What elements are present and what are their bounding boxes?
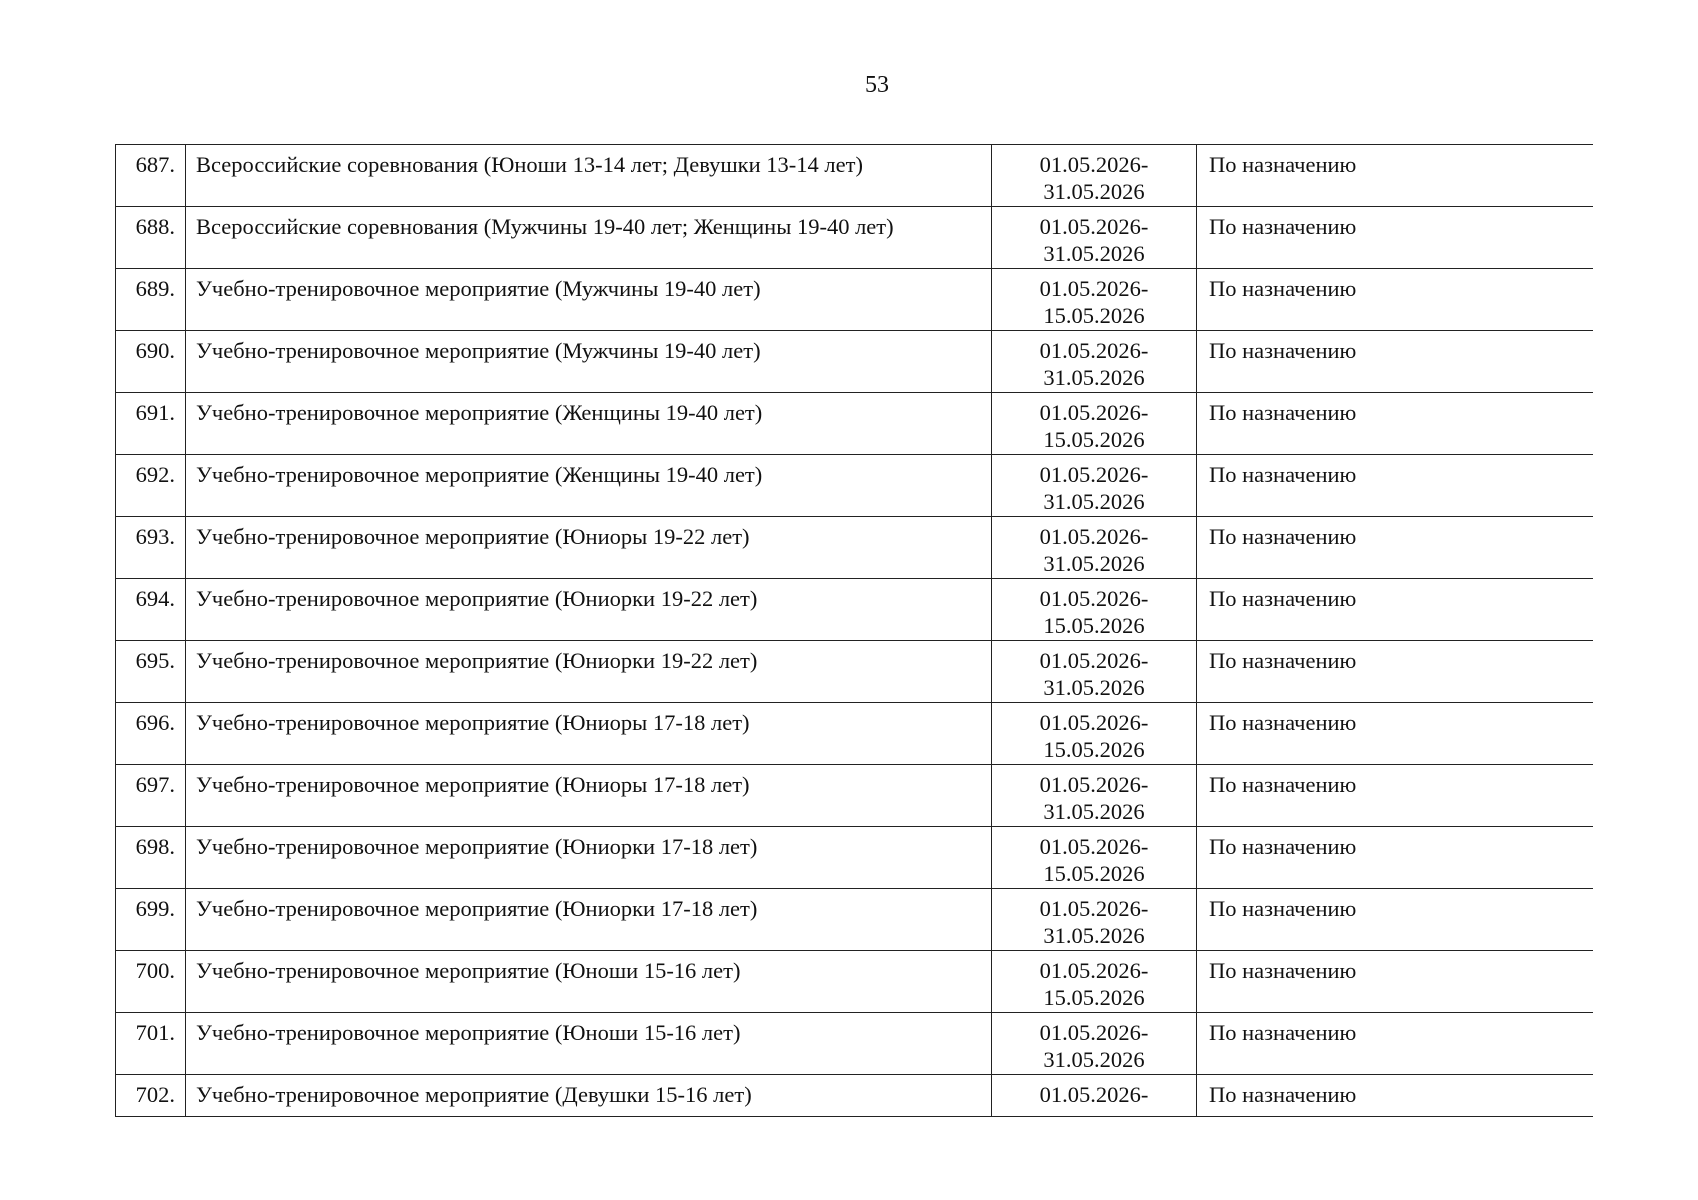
- event-name: Учебно-тренировочное мероприятие (Мужчины 19-40 лет): [186, 331, 992, 393]
- date-start: 01.05.2026-: [1039, 896, 1149, 921]
- event-name: Учебно-тренировочное мероприятие (Юниорки 17-18 лет): [186, 827, 992, 889]
- event-dates: [992, 827, 1197, 889]
- date-start: 01.05.2026-: [1039, 958, 1149, 983]
- event-name: Всероссийские соревнования (Мужчины 19-40 лет; Женщины 19-40 лет): [186, 207, 992, 269]
- date-start: 01.05.2026-: [1039, 338, 1149, 363]
- date-end: 31.05.2026: [1043, 799, 1145, 824]
- event-dates: [992, 579, 1197, 641]
- table-row: [116, 641, 1594, 703]
- date-end: 31.05.2026: [1043, 179, 1145, 204]
- table-row: [116, 951, 1594, 1013]
- row-number: 693.: [116, 517, 186, 579]
- table-row: [116, 765, 1594, 827]
- date-start: 01.05.2026-: [1039, 1020, 1149, 1045]
- event-place: По назначению: [1197, 207, 1594, 269]
- date-start: 01.05.2026-: [1039, 276, 1149, 301]
- date-start: 01.05.2026-: [1039, 586, 1149, 611]
- date-end: 31.05.2026: [1043, 241, 1145, 266]
- date-end: 15.05.2026: [1043, 303, 1145, 328]
- event-dates: [992, 1075, 1197, 1118]
- event-place: По назначению: [1197, 889, 1594, 951]
- date-start: 01.05.2026-: [1039, 834, 1149, 859]
- date-end: 31.05.2026: [1043, 923, 1145, 948]
- row-number: 695.: [116, 641, 186, 703]
- event-place: По назначению: [1197, 1075, 1594, 1118]
- event-dates: [992, 951, 1197, 1013]
- event-dates: [992, 641, 1197, 703]
- event-dates: [992, 207, 1197, 269]
- event-place: По назначению: [1197, 393, 1594, 455]
- table-row: [116, 455, 1594, 517]
- row-number: 688.: [116, 207, 186, 269]
- date-end: 15.05.2026: [1043, 427, 1145, 452]
- event-dates: [992, 269, 1197, 331]
- event-place: По назначению: [1197, 827, 1594, 889]
- events-table-container: [115, 144, 1593, 1117]
- date-end: 31.05.2026: [1043, 1047, 1145, 1072]
- event-name: Учебно-тренировочное мероприятие (Женщины 19-40 лет): [186, 455, 992, 517]
- event-name: Учебно-тренировочное мероприятие (Юниорки 17-18 лет): [186, 889, 992, 951]
- row-number: 698.: [116, 827, 186, 889]
- date-start: 01.05.2026-: [1039, 214, 1149, 239]
- event-dates: [992, 703, 1197, 765]
- event-name: Учебно-тренировочное мероприятие (Юниоры 17-18 лет): [186, 765, 992, 827]
- events-table-body: [116, 145, 1594, 1118]
- event-dates: [992, 393, 1197, 455]
- event-name: Учебно-тренировочное мероприятие (Мужчины 19-40 лет): [186, 269, 992, 331]
- date-start: 01.05.2026-: [1039, 1082, 1149, 1107]
- event-dates: [992, 145, 1197, 207]
- table-row: [116, 827, 1594, 889]
- event-name: Учебно-тренировочное мероприятие (Девушки 15-16 лет): [186, 1075, 992, 1118]
- event-name: Учебно-тренировочное мероприятие (Юноши 15-16 лет): [186, 1013, 992, 1075]
- table-row: [116, 145, 1594, 207]
- row-number: 702.: [116, 1075, 186, 1118]
- event-dates: [992, 455, 1197, 517]
- date-end: 15.05.2026: [1043, 613, 1145, 638]
- events-table: [115, 144, 1593, 1117]
- row-number: 697.: [116, 765, 186, 827]
- event-dates: [992, 517, 1197, 579]
- event-dates: [992, 1013, 1197, 1075]
- event-dates: [992, 331, 1197, 393]
- date-end: 15.05.2026: [1043, 985, 1145, 1010]
- table-row: [116, 1075, 1594, 1118]
- row-number: 701.: [116, 1013, 186, 1075]
- date-start: 01.05.2026-: [1039, 648, 1149, 673]
- date-start: 01.05.2026-: [1039, 462, 1149, 487]
- event-place: По назначению: [1197, 765, 1594, 827]
- row-number: 699.: [116, 889, 186, 951]
- event-name: Учебно-тренировочное мероприятие (Юниорки 19-22 лет): [186, 579, 992, 641]
- row-number: 687.: [116, 145, 186, 207]
- event-place: По назначению: [1197, 1013, 1594, 1075]
- event-place: По назначению: [1197, 579, 1594, 641]
- table-row: [116, 517, 1594, 579]
- date-end: 31.05.2026: [1043, 675, 1145, 700]
- table-row: [116, 393, 1594, 455]
- date-end: 15.05.2026: [1043, 737, 1145, 762]
- date-start: 01.05.2026-: [1039, 710, 1149, 735]
- event-name: Учебно-тренировочное мероприятие (Женщины 19-40 лет): [186, 393, 992, 455]
- row-number: 690.: [116, 331, 186, 393]
- row-number: 689.: [116, 269, 186, 331]
- date-start: 01.05.2026-: [1039, 400, 1149, 425]
- date-end: 31.05.2026: [1043, 489, 1145, 514]
- event-place: По назначению: [1197, 517, 1594, 579]
- event-dates: [992, 765, 1197, 827]
- date-end: 31.05.2026: [1043, 551, 1145, 576]
- table-row: [116, 331, 1594, 393]
- event-place: По назначению: [1197, 951, 1594, 1013]
- event-place: По назначению: [1197, 455, 1594, 517]
- event-dates: [992, 889, 1197, 951]
- event-name: Учебно-тренировочное мероприятие (Юниоры 19-22 лет): [186, 517, 992, 579]
- event-place: По назначению: [1197, 703, 1594, 765]
- event-name: Учебно-тренировочное мероприятие (Юниорки 19-22 лет): [186, 641, 992, 703]
- row-number: 700.: [116, 951, 186, 1013]
- event-name: Учебно-тренировочное мероприятие (Юноши 15-16 лет): [186, 951, 992, 1013]
- row-number: 692.: [116, 455, 186, 517]
- date-start: 01.05.2026-: [1039, 772, 1149, 797]
- row-number: 691.: [116, 393, 186, 455]
- date-start: 01.05.2026-: [1039, 152, 1149, 177]
- page-number: 53: [865, 72, 889, 98]
- event-place: По назначению: [1197, 145, 1594, 207]
- table-row: [116, 579, 1594, 641]
- event-place: По назначению: [1197, 641, 1594, 703]
- table-row: [116, 889, 1594, 951]
- event-place: По назначению: [1197, 269, 1594, 331]
- event-name: Всероссийские соревнования (Юноши 13-14 лет; Девушки 13-14 лет): [186, 145, 992, 207]
- table-row: [116, 207, 1594, 269]
- date-start: 01.05.2026-: [1039, 524, 1149, 549]
- table-row: [116, 703, 1594, 765]
- table-row: [116, 1013, 1594, 1075]
- row-number: 696.: [116, 703, 186, 765]
- date-end: 15.05.2026: [1043, 861, 1145, 886]
- date-end: 31.05.2026: [1043, 365, 1145, 390]
- row-number: 694.: [116, 579, 186, 641]
- event-name: Учебно-тренировочное мероприятие (Юниоры 17-18 лет): [186, 703, 992, 765]
- event-place: По назначению: [1197, 331, 1594, 393]
- table-row: [116, 269, 1594, 331]
